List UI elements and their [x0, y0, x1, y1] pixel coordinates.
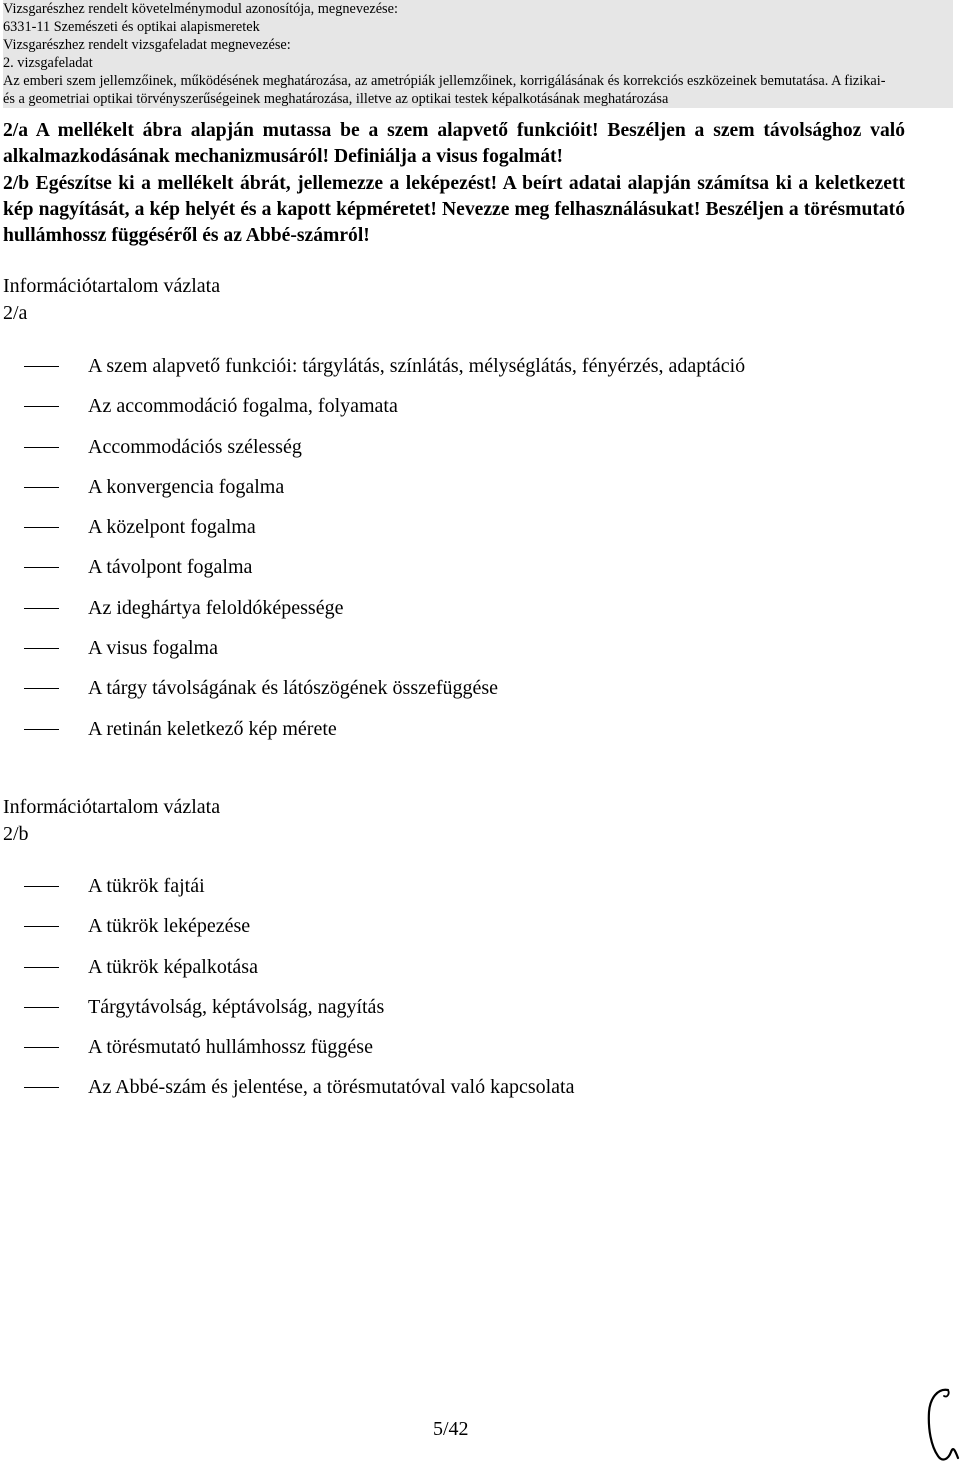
list-item-text: A tükrök fajtái: [88, 875, 205, 897]
list-item-text: A retinán keletkező kép mérete: [88, 717, 337, 740]
page-number: 5/42: [433, 1418, 469, 1440]
task-label: Vizsgarészhez rendelt vizsgafeladat megnevezése:: [3, 36, 953, 54]
dash-bullet: [24, 406, 59, 407]
dash-bullet: [24, 729, 59, 730]
dash-bullet: [24, 487, 59, 488]
list-item-text: A tükrök képalkotása: [88, 955, 258, 978]
list-item-text: A távolpont fogalma: [88, 556, 253, 579]
task-part-a: 2/a A mellékelt ábra alapján mutassa be a szem alapvető funkcióit! Beszéljen a szem távolsághoz való alkalmazkodásának mechanizmusáról! Definiálja a visus fogalmát!: [3, 120, 905, 168]
list-item-text: A szem alapvető funkciói: tárgylátás, színlátás, mélységlátás, fényérzés, adaptáció: [88, 355, 746, 377]
section-a-label: 2/a: [3, 302, 28, 324]
section-b-label: 2/b: [3, 823, 29, 845]
section-b-title: Információtartalom vázlata: [3, 796, 221, 818]
dash-bullet: [24, 527, 59, 528]
list-item-text: Accommodációs szélesség: [88, 435, 302, 458]
dash-bullet: [24, 366, 59, 367]
dash-bullet: [24, 608, 59, 609]
dash-bullet: [24, 926, 59, 927]
dash-bullet: [24, 886, 59, 887]
dash-bullet: [24, 1047, 59, 1048]
signature-mark: [918, 1384, 960, 1463]
dash-bullet: [24, 648, 59, 649]
dash-bullet: [24, 967, 59, 968]
module-name: 6331-11 Szemészeti és optikai alapismeretek: [3, 18, 953, 36]
list-item-text: Az accommodáció fogalma, folyamata: [88, 395, 398, 418]
task-statement: [3, 118, 905, 249]
list-item-text: A visus fogalma: [88, 637, 218, 660]
list-item-text: A közelpont fogalma: [88, 516, 256, 539]
dash-bullet: [24, 567, 59, 568]
list-item-text: Tárgytávolság, képtávolság, nagyítás: [88, 995, 385, 1018]
section-a-title: Információtartalom vázlata: [3, 275, 221, 297]
list-item-text: Az ideghártya feloldóképessége: [88, 596, 344, 619]
list-item-text: A törésmutató hullámhossz függése: [88, 1036, 373, 1059]
list-item-text: A konvergencia fogalma: [88, 475, 285, 498]
dash-bullet: [24, 688, 59, 689]
list-item-text: Az Abbé-szám és jelentése, a törésmutatóval való kapcsolata: [88, 1076, 575, 1099]
dash-bullet: [24, 1007, 59, 1008]
task-part-b: 2/b Egészítse ki a mellékelt ábrát, jellemezze a leképezést! A beírt adatai alapján számítsa ki a keletkezett kép nagyítását, a kép helyét és a kapott képméretet! Nevezze meg felhasználásukat! Beszéljen a törésmutató hullámhossz függéséről és az Abbé-számról!: [3, 172, 905, 247]
task-name: 2. vizsgafeladat: [3, 54, 953, 72]
list-item-text: A tükrök leképezése: [88, 915, 251, 938]
dash-bullet: [24, 447, 59, 448]
module-label: Vizsgarészhez rendelt követelménymodul azonosítója, megnevezése:: [3, 0, 953, 18]
task-description: Az emberi szem jellemzőinek, működésének meghatározása, az ametrópiák jellemzőinek, korrigálásának és korrekciós eszközeinek bemutatása. A fizikai- és a geometriai optikai törvényszerűségeinek meghatározása, illetve az optikai testek képalkotásának meghatározása: [3, 72, 953, 108]
document-header: [3, 0, 953, 108]
dash-bullet: [24, 1087, 59, 1088]
list-item-text: A tárgy távolságának és látószögének összefüggése: [88, 677, 499, 700]
